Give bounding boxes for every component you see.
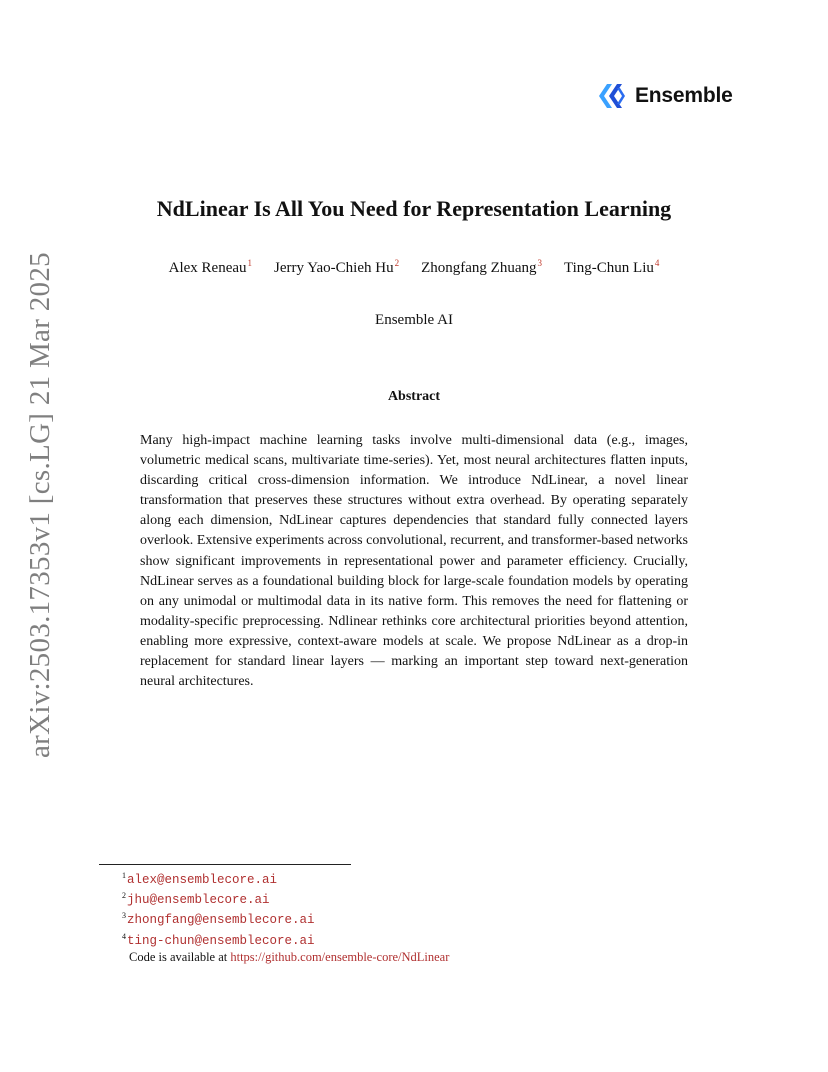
footnote [122, 868, 449, 888]
paper-title: NdLinear Is All You Need for Representation Learning [156, 196, 672, 221]
email-link[interactable]: jhu@ensemblecore.ai [127, 893, 270, 908]
email-link[interactable]: alex@ensemblecore.ai [127, 873, 278, 887]
author-name: Zhongfang Zhuang [421, 260, 537, 276]
code-availability [129, 949, 449, 965]
author-footnote-mark[interactable]: 1 [247, 258, 253, 268]
affiliation: Ensemble AI [375, 312, 453, 328]
abstract-heading: Abstract [387, 389, 441, 404]
author-list [0, 258, 828, 277]
ensemble-logo [598, 82, 733, 110]
footnotes [122, 868, 449, 965]
arxiv-identifier[interactable]: arXiv:2503.17353v1 [cs.LG] 21 Mar 2025 [24, 252, 56, 758]
email-link[interactable]: zhongfang@ensemblecore.ai [127, 913, 315, 928]
footnote-divider [99, 864, 351, 865]
code-prefix: Code is available at [129, 949, 228, 964]
footnote [122, 929, 449, 949]
author [169, 258, 252, 277]
author-footnote-mark[interactable]: 3 [537, 258, 542, 268]
abstract-text: Many high-impact machine learning tasks involve multi-dimensional data (e.g., images, volumetric medical scans, multivariate time-series). Yet, most neural architectures flatten inputs, discarding critical cross-dimension information. We introduce NdLinear, a novel linear transformation that preserves these structures without extra overhead. By operating separately along each dimension, NdLinear captures dependencies that standard fully connected layers overlook. Extensive experiments across convolutional, recurrent, and transformer-based networks show significant improvements in representational power and parameter efficiency. Crucially, NdLinear serves as a foundational building block for large-scale foundation models by operating on any unimodal or multimodal data in its native form. This removes the need for flattening or modality-specific preprocessing. Ndlinear rethinks core architectural priorities beyond attention, enabling more expressive, context-aware models at scale. We propose NdLinear as a drop-in replacement for standard linear layers — marking an important step toward next-generation neural architectures. [140, 433, 688, 690]
email-link[interactable]: ting-chun@ensemblecore.ai [127, 933, 315, 948]
author-name: Jerry Yao-Chieh Hu [274, 260, 394, 276]
author [421, 258, 542, 277]
footnote-mark: 1 [122, 871, 126, 880]
author-footnote-mark[interactable]: 2 [394, 258, 400, 268]
author [564, 258, 659, 277]
footnote-mark: 2 [122, 891, 126, 901]
footnote-mark: 3 [122, 911, 126, 921]
brand-name: Ensemble [635, 84, 733, 107]
ensemble-logo-icon [598, 82, 626, 110]
author-footnote-mark[interactable]: 4 [654, 258, 660, 268]
author [274, 258, 399, 277]
footnote [122, 888, 449, 908]
code-repo-link[interactable]: https://github.com/ensemble-core/NdLinear [230, 949, 450, 964]
footnote [122, 908, 449, 928]
author-name: Alex Reneau [168, 260, 247, 276]
author-name: Ting-Chun Liu [563, 260, 654, 276]
footnote-mark: 4 [122, 931, 126, 941]
